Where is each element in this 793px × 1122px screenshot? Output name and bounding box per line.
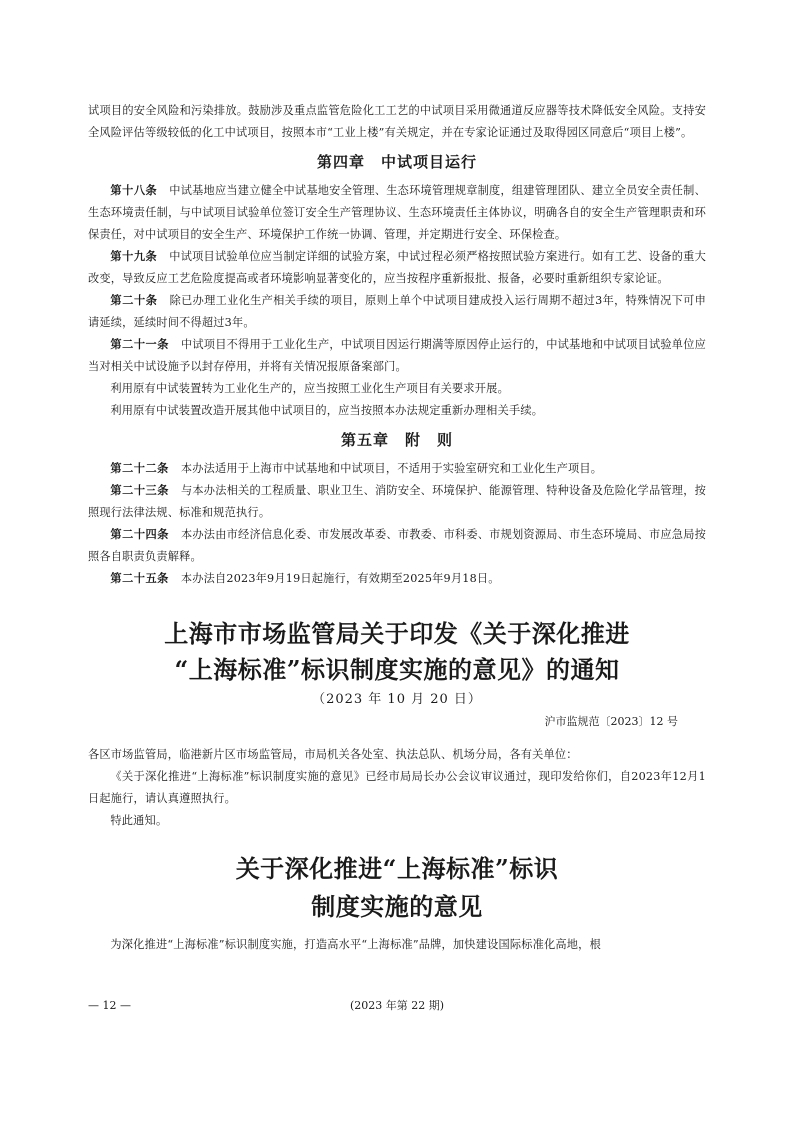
article-text: 中试基地应当建立健全中试基地安全管理、生态环境管理规章制度，组建管理团队、建立全员安全责任制、生态环境责任制，与中试项目试验单位签订安全生产管理协议、生态环境责任主体协议，明确各自的安全生产管理职责和环保责任，对中试项目的安全生产、环境保护工作统一协调、管理，并定期进行安全、环保检查。 [88,184,706,241]
opinion-title [88,850,706,926]
notice-closing: 特此通知。 [110,814,168,827]
opinion-title-line-1: 关于深化推进“上海标准”标识 [235,854,559,883]
chapter-4-heading: 第四章 中试项目运行 [316,153,477,171]
chapter-5-heading: 第五章 附 则 [340,431,453,449]
article-21-paragraph-2: 利用原有中试装置转为工业化生产的，应当按照工业化生产项目有关要求开展。 [110,382,509,395]
article-23 [88,480,706,524]
opinion-title-line-2: 制度实施的意见 [311,892,483,921]
article-21-paragraph-3: 利用原有中试装置改造开展其他中试项目的，应当按照本办法规定重新办理相关手续。 [110,404,544,417]
opinion-intro: 为深化推进“上海标准”标识制度实施，打造高水平“上海标准”品牌，加快建设国际标准化高地，根 [110,938,601,951]
article-label: 第二十条 [110,294,158,307]
notice-body: 《关于深化推进“上海标准”标识制度实施的意见》已经市局局长办公会议审议通过，现印发给你们，自2023年12月1日起施行，请认真遵照执行。 [88,770,706,805]
article-label: 第十九条 [110,250,158,263]
document-page [88,100,706,956]
notice-title-line-2: “上海标准”标识制度实施的意见》的通知 [174,655,620,684]
article-text: 本办法适用于上海市中试基地和中试项目，不适用于实验室研究和工业化生产项目。 [180,462,603,475]
article-label: 第二十二条 [110,462,169,475]
article-text: 中试项目不得用于工业化生产，中试项目因运行期满等原因停止运行的，中试基地和中试项目试验单位应当对相关中试设施予以封存停用，并将有关情况报原备案部门。 [88,338,706,373]
issue-label: (2023 年第 22 期) [349,999,445,1012]
article-text: 本办法自2023年9月19日起施行，有效期至2025年9月18日。 [180,572,500,585]
article-25 [88,568,706,590]
continuation-paragraph: 试项目的安全风险和污染排放。鼓励涉及重点监管危险化工工艺的中试项目采用微通道反应器等技术降低安全风险。支持安全风险评估等级较低的化工中试项目，按照本市“工业上楼”有关规定，并在专家论证通过及取得园区同意后“项目上楼”。 [88,104,706,139]
article-18 [88,180,706,246]
article-21 [88,334,706,378]
article-24 [88,524,706,568]
article-label: 第二十一条 [110,338,169,351]
article-label: 第二十四条 [110,528,169,541]
notice-title [88,616,706,688]
article-text: 中试项目试验单位应当制定详细的试验方案，中试过程必须严格按照试验方案进行。如有工艺、设备的重大改变，导致反应工艺危险度提高或者环境影响显著变化的，应当按程序重新报批、报备，必要时重新组织专家论证。 [88,250,706,285]
page-number: — 12 — [88,999,131,1012]
notice-date: （2023 年 10 月 20 日） [312,692,482,707]
notice-addressees: 各区市场监管局，临港新片区市场监管局，市局机关各处室、执法总队、机场分局，各有关单位： [88,748,578,761]
article-text: 本办法由市经济信息化委、市发展改革委、市教委、市科委、市规划资源局、市生态环境局、市应急局按照各自职责负责解释。 [88,528,706,563]
document-number: 沪市监规范〔2023〕12 号 [544,715,678,728]
article-19 [88,246,706,290]
article-label: 第十八条 [110,184,158,197]
article-label: 第二十五条 [110,572,169,585]
notice-title-line-1: 上海市市场监管局关于印发《关于深化推进 [164,619,630,648]
article-text: 除已办理工业化生产相关手续的项目，原则上单个中试项目建成投入运行周期不超过3年，特殊情况下可申请延续，延续时间不得超过3年。 [88,294,706,329]
article-text: 与本办法相关的工程质量、职业卫生、消防安全、环境保护、能源管理、特种设备及危险化学品管理，按照现行法律法规、标准和规范执行。 [88,484,706,519]
article-20 [88,290,706,334]
article-label: 第二十三条 [110,484,169,497]
article-22 [88,458,706,480]
